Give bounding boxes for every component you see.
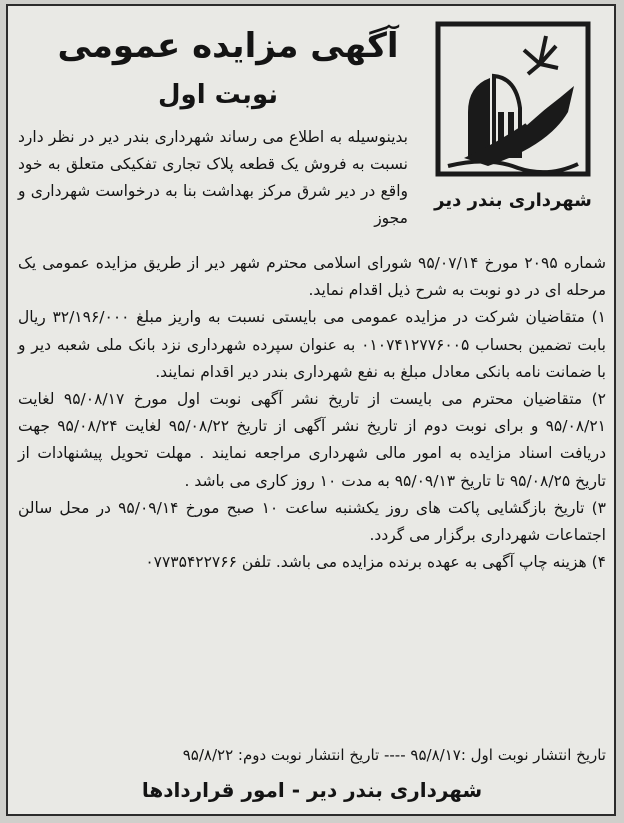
clause-2: ۲) متقاضیان محترم می بایست از تاریخ نشر آگهی نوبت اول مورخ ۹۵/۰۸/۱۷ لغایت ۹۵/۰۸/۲۱ و برای نوبت دوم از تاریخ نشر آگهی از تاریخ ۹۵/۰۸/۲۲ لغایت ۹۵/۰۸/۲۴ جهت دریافت اسناد مزایده به امور مالی شهرداری مراجعه نمایند . مهلت تحویل پیشنهادات از تاریخ ۹۵/۰۸/۲۵ تا تاریخ ۹۵/۰۹/۱۳ به مدت ۱۰ روز کاری می باشد . — [18, 390, 606, 490]
intro-paragraph: بدینوسیله به اطلاع می رساند شهرداری بندر دیر در نظر دارد نسبت به فروش یک قطعه پلاک تجاری تفکیکی متعلق به خود واقع در دیر شرق مرکز بهداشت بنا به درخواست شهرداری و مجوز — [18, 128, 408, 227]
notice-title: آگهی مزایده عمومی — [57, 26, 399, 66]
publish-dates — [18, 746, 606, 764]
municipality-logo-icon — [428, 16, 598, 186]
clause-1: ۱) متقاضیان شرکت در مزایده عمومی می بایستی نسبت به واریز مبلغ ۳۲/۱۹۶/۰۰۰ ریال بابت تضمین بحساب ۰۱۰۷۴۱۲۷۷۶۰۰۵ به عنوان سپرده شهرداری نزد بانک ملی شعبه دیر و با ضمانت نامه بانکی معادل مبلغ به نفع شهرداری بندر دیر اقدام نمایند. — [18, 308, 606, 381]
second-publish-date: تاریخ انتشار نوبت دوم: ۹۵/۸/۲۲ — [182, 746, 380, 764]
notice-subtitle: نوبت اول — [157, 80, 279, 110]
clause-3: ۳) تاریخ بازگشایی پاکت های روز یکشنبه ساعت ۱۰ صبح مورخ ۹۵/۰۹/۱۴ در محل سالن اجتماعات شهرداری برگزار می گردد. — [18, 498, 606, 545]
date-separator: ---- — [383, 746, 406, 764]
intro-continued: شماره ۲۰۹۵ مورخ ۹۵/۰۷/۱۴ شورای اسلامی محترم شهر دیر از طریق مزایده عمومی یک مرحله ای در دو نوبت به شرح ذیل اقدام نماید. — [18, 254, 606, 300]
logo-caption: شهرداری بندر دیر — [434, 190, 592, 211]
clause-4: ۴) هزینه چاپ آگهی به عهده برنده مزایده می باشد. تلفن ۰۷۷۳۵۴۲۲۷۶۶ — [145, 553, 606, 572]
notice-page — [6, 4, 616, 816]
logo-block — [420, 16, 606, 234]
signature: شهرداری بندر دیر - امور قراردادها — [141, 778, 483, 802]
notice-body — [18, 250, 606, 576]
first-publish-date: تاریخ انتشار نوبت اول :۹۵/۸/۱۷ — [410, 746, 606, 764]
